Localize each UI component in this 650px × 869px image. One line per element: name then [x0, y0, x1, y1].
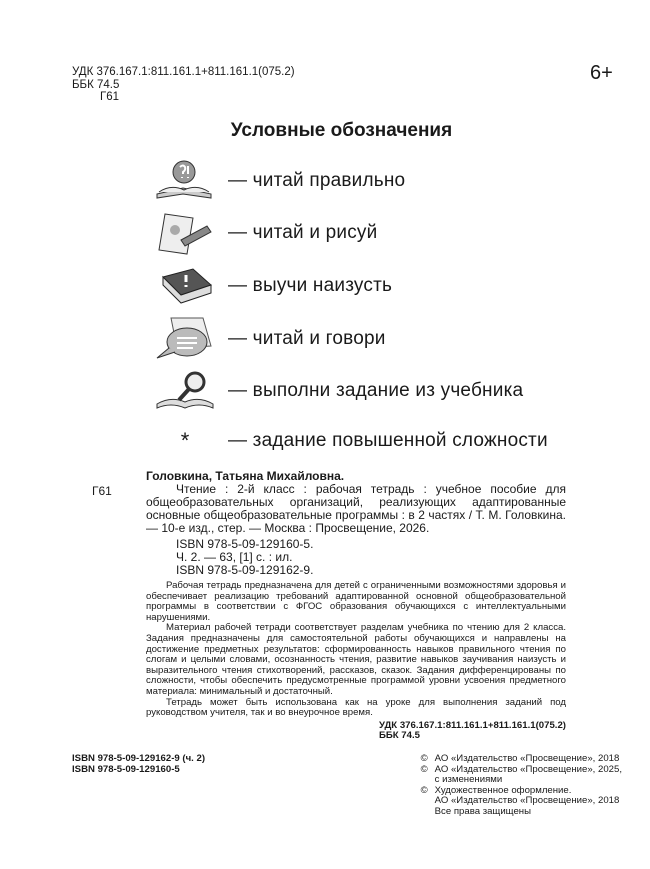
speech-bubble-icon — [152, 315, 218, 363]
copyright-line: АО «Издательство «Просвещение», 2018 — [434, 795, 620, 807]
copyright-block — [421, 754, 622, 818]
legend-text: — читай правильно — [228, 170, 406, 191]
legend-item — [152, 209, 377, 257]
annotation — [146, 581, 566, 719]
copyright-icon: © — [420, 784, 428, 796]
author-code: Г61 — [92, 484, 112, 498]
copyright-line: АО «Издательство «Просвещение», 2025, — [434, 763, 622, 775]
legend-text: — читай и рисуй — [228, 222, 378, 243]
annotation-paragraph: Материал рабочей тетради соответствует разделам учебника по чтению для 2 класса. Задания предназначены для самостоятельной работы обучающихся и направлены на достижение предметных результатов: сформированность навыков правильного чтения по слогам и целыми словами, осознанность чтения, развитие навыков заучивания наизусть и выразительного чтения стихотворений, рассказов, сказок. Задания дифференцированы по сложности, чтобы обеспечить предусмотренные программой уровни усвоения предметного материала: минимальный и достаточный. — [146, 622, 566, 697]
legend-text: — выполни задание из учебника — [228, 380, 524, 401]
copyright-line: с изменениями — [434, 774, 503, 786]
paper-pencil-icon — [152, 209, 218, 257]
legend-text: — читай и говори — [228, 328, 386, 349]
copyright-line: Художественное оформление. — [434, 784, 572, 796]
footer — [72, 754, 628, 818]
isbn-block — [72, 754, 205, 818]
legend-item — [152, 417, 548, 465]
book-question-icon — [152, 157, 218, 205]
legend-text: — выучи наизусть — [228, 275, 393, 296]
copyright-icon: © — [420, 763, 428, 775]
legend-item — [152, 262, 392, 310]
isbn-set: ISBN 978-5-09-129160-5. — [176, 537, 314, 551]
isbn: ISBN 978-5-09-129162-9 (ч. 2) — [72, 752, 206, 764]
book-exclamation-icon — [152, 262, 218, 310]
part-info: Ч. 2. — 63, [1] с. : ил. — [176, 550, 293, 564]
legend-title: Условные обозначения — [230, 120, 453, 141]
copyright-icon: © — [420, 752, 428, 764]
udk: УДК 376.167.1:811.161.1+811.161.1(075.2) — [72, 66, 295, 78]
legend-item — [152, 315, 386, 363]
description: Чтение : 2-й класс : рабочая тетрадь : учебное пособие для общеобразовательных организаций, реализующих адаптированные основные общеобразовательные программы : в 2 частях / Т. М. Головкина. — 10-е изд., стер. — Москва : Просвещение, 2026. — [146, 482, 566, 535]
book-magnifier-icon — [152, 367, 218, 415]
bbk: ББК 74.5 — [378, 730, 420, 742]
isbn: ISBN 978-5-09-129160-5 — [72, 763, 180, 775]
udk-bbk-bottom — [146, 721, 566, 742]
imprint — [146, 470, 566, 742]
annotation-paragraph: Тетрадь может быть использована как на уроке для выполнения заданий под руководством учителя, так и во внеурочное время. — [146, 696, 566, 719]
legend-text: — задание повышенной сложности — [228, 430, 548, 451]
author-code: Г61 — [100, 91, 120, 103]
imprint-flow — [72, 470, 628, 817]
udk: УДК 376.167.1:811.161.1+811.161.1(075.2) — [378, 719, 566, 731]
annotation-paragraph: Рабочая тетрадь предназначена для детей с ограниченными возможностями здоровья и обеспечивает реализацию требований адаптированной основной общеобразовательной программы в соответствии с ФГОС образования обучающихся с интеллектуальными нарушениями. — [146, 580, 566, 623]
copyright-line: Все права защищены — [434, 805, 531, 817]
legend-item — [152, 157, 405, 205]
copyright-line: АО «Издательство «Просвещение», 2018 — [434, 752, 620, 764]
isbn-part: ISBN 978-5-09-129162-9. — [176, 563, 314, 577]
star-icon: * — [180, 428, 190, 453]
age-rating: 6+ — [590, 62, 613, 84]
author: Головкина, Татьяна Михайловна. — [146, 469, 345, 483]
legend-item — [152, 367, 523, 415]
udk-block — [72, 66, 295, 104]
bbk: ББК 74.5 — [72, 78, 120, 91]
